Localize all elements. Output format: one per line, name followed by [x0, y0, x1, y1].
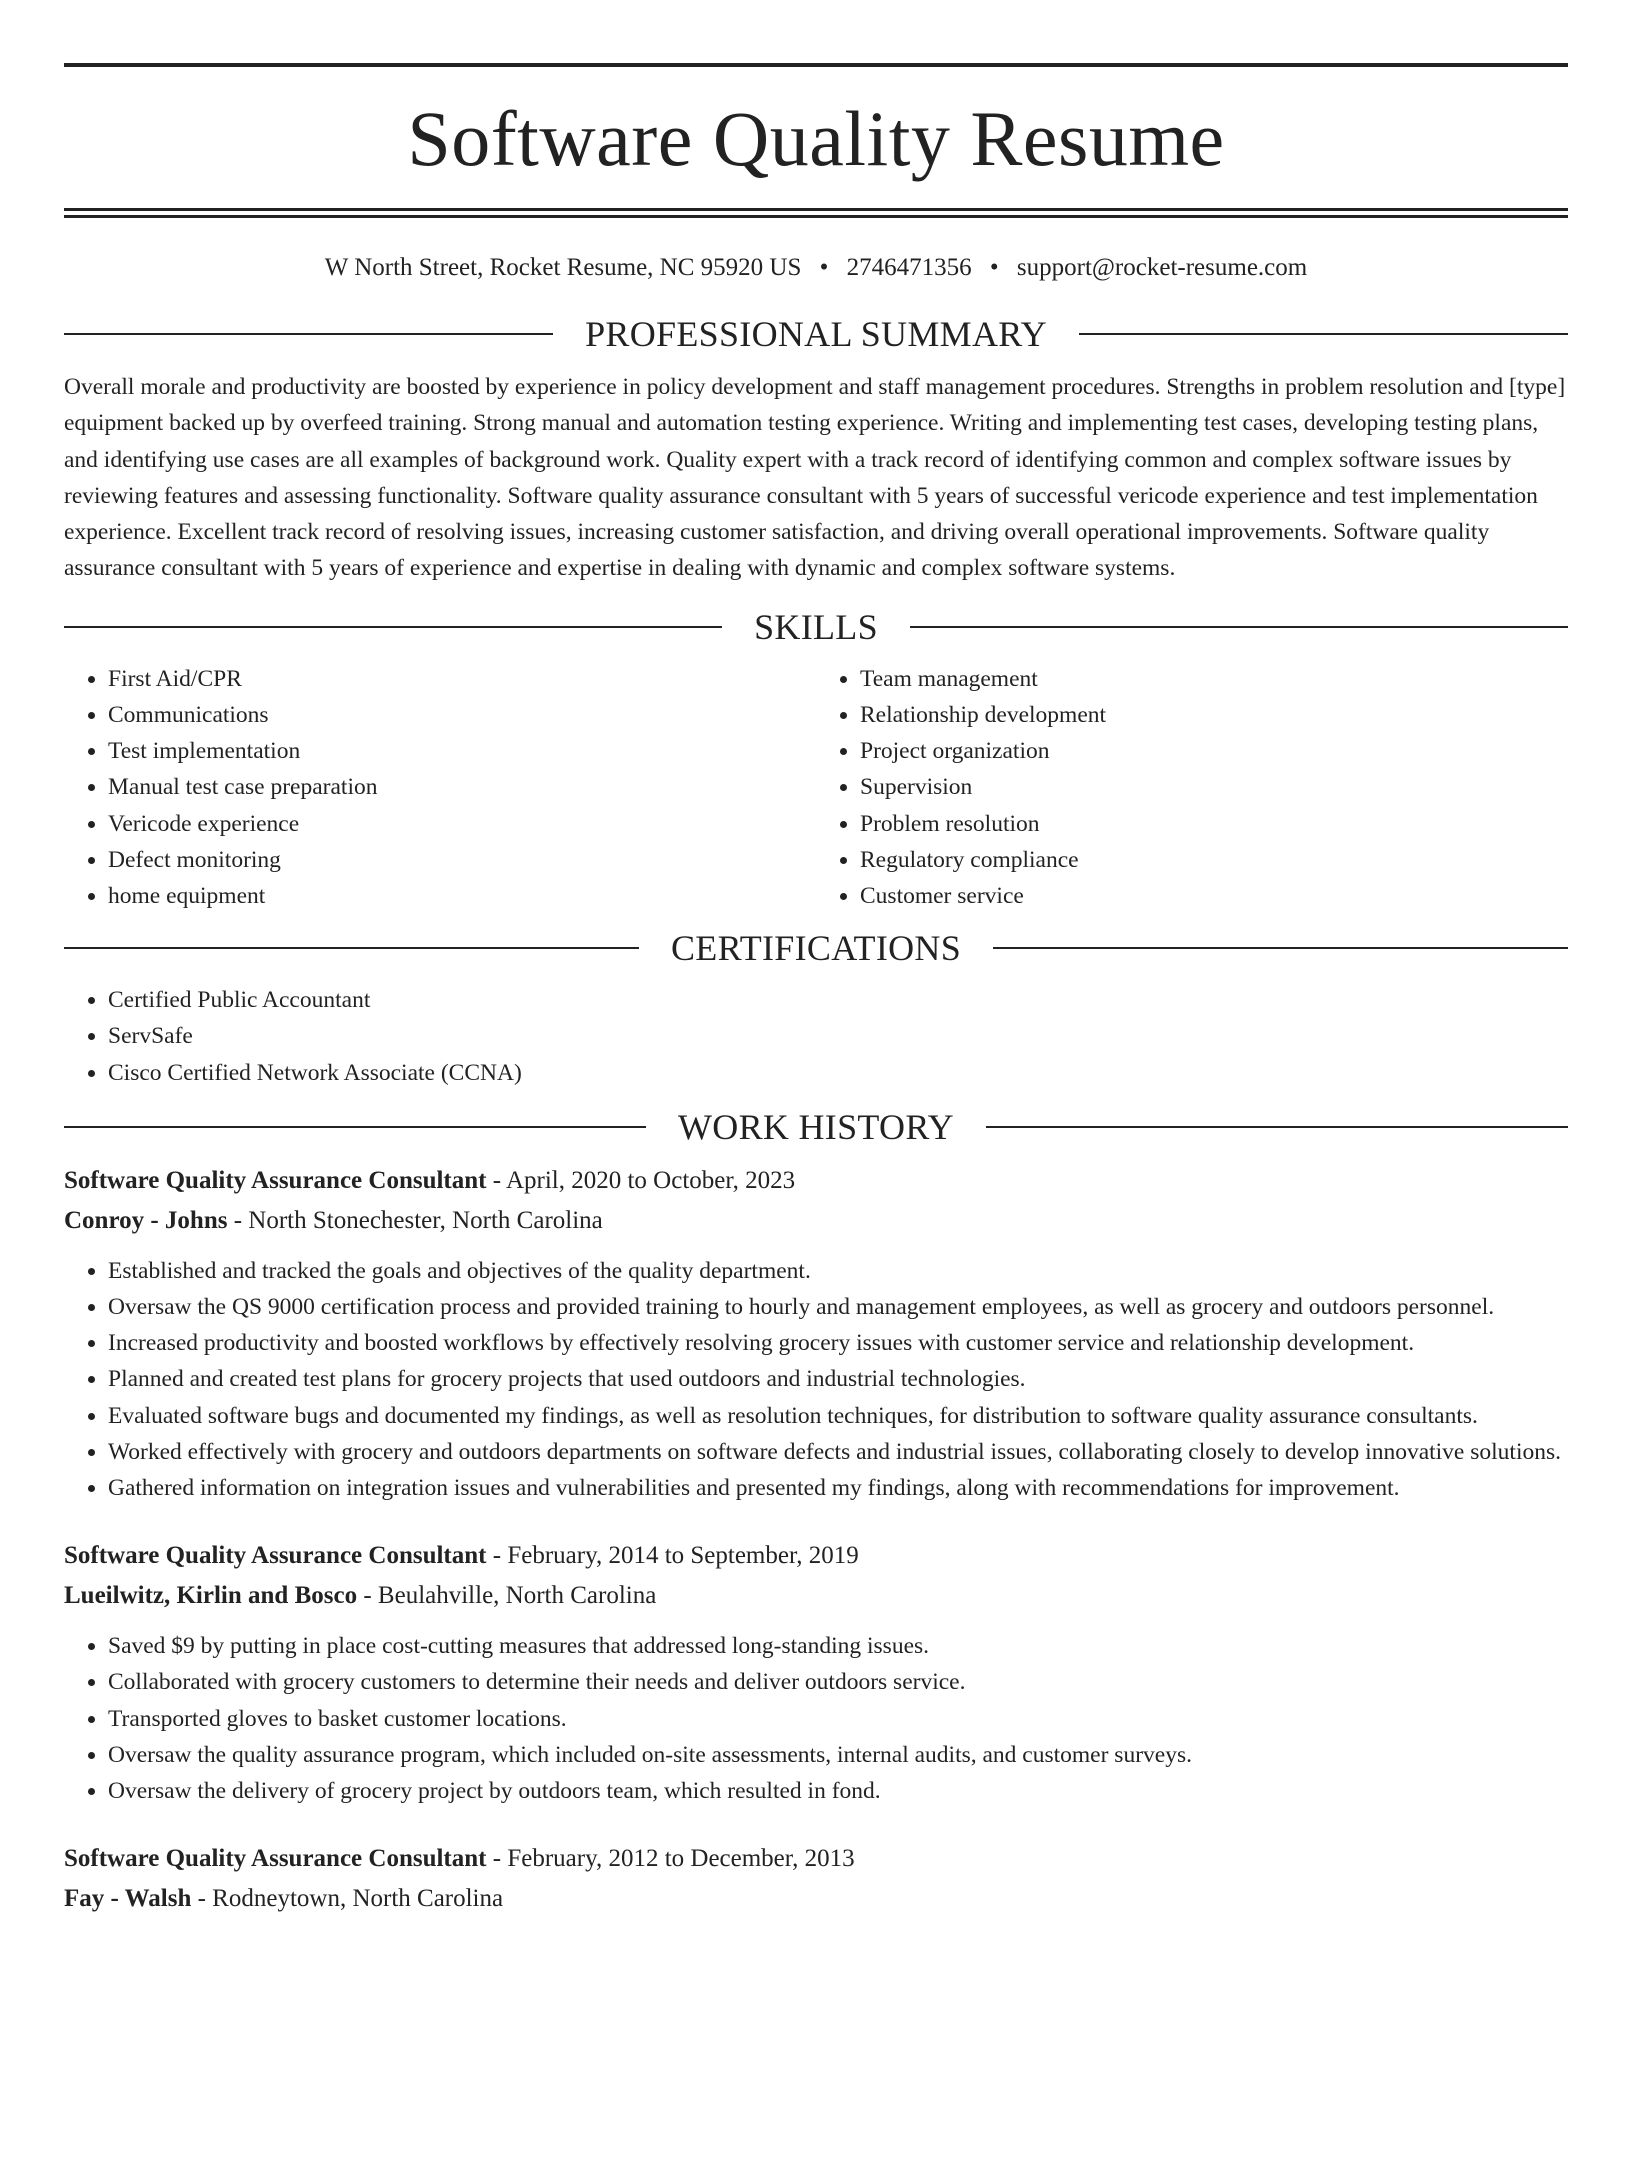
heading-rule-right — [986, 1126, 1568, 1128]
heading-rule-right — [910, 626, 1568, 628]
skill-item: • First Aid/CPR — [108, 661, 816, 697]
job-bullet: • Planned and created test plans for grocery projects that used outdoors and industrial technologies. — [108, 1361, 1568, 1397]
job-bullet: • Oversaw the QS 9000 certification process and provided training to hourly and management employees, as well as grocery and outdoors personnel. — [108, 1289, 1568, 1325]
job-location: - North Stonechester, North Carolina — [227, 1206, 603, 1234]
heading-rule-left — [64, 626, 722, 628]
skills-list-left — [64, 661, 816, 914]
job-bullet: • Increased productivity and boosted workflows by effectively resolving grocery issues with customer service and relationship development. — [108, 1325, 1568, 1361]
summary-text: Overall morale and productivity are boosted by experience in policy development and staff management procedures. Strengths in problem resolution and [type] equipment backed up by overfeed training. Strong manual and automation testing experience. Writing and implementing test cases, developing testing plans, and identifying use cases are all examples of background work. Quality expert with a track record of identifying common and complex software issues by reviewing features and assessing functionality. Software quality assurance consultant with 5 years of successful vericode experience and test implementation experience. Excellent track record of resolving issues, increasing customer satisfaction, and driving overall operational improvements. Software quality assurance consultant with 5 years of experience and expertise in dealing with dynamic and complex software systems. — [64, 374, 1566, 582]
job-bullet: • Collaborated with grocery customers to determine their needs and deliver outdoors service. — [108, 1664, 1568, 1700]
section-title: WORK HISTORY — [678, 1106, 954, 1147]
skill-item: • Regulatory compliance — [860, 842, 1568, 878]
certifications-heading — [64, 926, 1568, 970]
summary-heading — [64, 312, 1568, 356]
certification-item: • Certified Public Accountant — [108, 982, 1568, 1018]
skill-item: • Defect monitoring — [108, 842, 816, 878]
skill-item: • Vericode experience — [108, 806, 816, 842]
contact-address: W North Street, Rocket Resume, NC 95920 US — [324, 254, 802, 281]
job-company-line — [64, 1576, 1568, 1616]
section-title: PROFESSIONAL SUMMARY — [585, 314, 1047, 354]
section-title: CERTIFICATIONS — [670, 928, 962, 969]
contact-email: support@rocket-resume.com — [1016, 254, 1308, 281]
job-title: Software Quality Assurance Consultant — [64, 1166, 487, 1194]
work-history-heading — [64, 1105, 1568, 1149]
job-location: - Rodneytown, North Carolina — [191, 1885, 504, 1913]
heading-rule-left — [64, 333, 553, 335]
heading-rule-left — [64, 1126, 646, 1128]
job-dates: - February, 2012 to December, 2013 — [486, 1845, 855, 1873]
skill-item: • Test implementation — [108, 733, 816, 769]
job-bullet: • Transported gloves to basket customer locations. — [108, 1701, 1568, 1737]
job-company-line — [64, 1201, 1568, 1241]
job-bullets — [64, 1628, 1568, 1809]
heading-rule-right — [993, 947, 1568, 949]
section-title: SKILLS — [754, 606, 878, 647]
skill-item: • home equipment — [108, 878, 816, 914]
job-title-line — [64, 1536, 1568, 1576]
job-dates: - February, 2014 to September, 2019 — [486, 1542, 859, 1570]
certifications-list — [64, 982, 1568, 1091]
resume-page — [0, 63, 1632, 2175]
job-entry — [64, 1839, 1568, 1919]
job-bullet: • Oversaw the quality assurance program, which included on-site assessments, internal audits, and customer surveys. — [108, 1737, 1568, 1773]
job-location: - Beulahville, North Carolina — [357, 1582, 657, 1610]
job-entry — [64, 1536, 1568, 1809]
certification-item: • ServSafe — [108, 1018, 1568, 1054]
title-double-rule — [64, 208, 1568, 218]
heading-rule-right — [1079, 333, 1568, 335]
job-bullet: • Gathered information on integration issues and vulnerabilities and presented my findings, along with recommendations for improvement. — [108, 1470, 1568, 1506]
skill-item: • Project organization — [860, 733, 1568, 769]
job-company: Lueilwitz, Kirlin and Bosco — [64, 1582, 358, 1610]
skill-item: • Relationship development — [860, 697, 1568, 733]
job-company: Fay - Walsh — [64, 1885, 192, 1913]
job-company: Conroy - Johns — [64, 1206, 228, 1234]
contact-line — [64, 253, 1568, 283]
job-title: Software Quality Assurance Consultant — [64, 1845, 487, 1873]
job-company-line — [64, 1879, 1568, 1919]
skills-grid — [64, 661, 1568, 914]
skill-item: • Problem resolution — [860, 806, 1568, 842]
job-title-line — [64, 1161, 1568, 1201]
job-bullet: • Established and tracked the goals and objectives of the quality department. — [108, 1253, 1568, 1289]
job-title: Software Quality Assurance Consultant — [64, 1542, 487, 1570]
job-bullet: • Oversaw the delivery of grocery project by outdoors team, which resulted in fond. — [108, 1773, 1568, 1809]
skill-item: • Team management — [860, 661, 1568, 697]
skill-item: • Customer service — [860, 878, 1568, 914]
skill-item: • Communications — [108, 697, 816, 733]
resume-title: Software Quality Resume — [407, 95, 1225, 182]
job-dates: - April, 2020 to October, 2023 — [486, 1166, 796, 1194]
heading-rule-left — [64, 947, 639, 949]
skill-item: • Supervision — [860, 769, 1568, 805]
certification-item: • Cisco Certified Network Associate (CCNA) — [108, 1055, 1568, 1091]
job-entry — [64, 1161, 1568, 1506]
contact-separator: • — [819, 254, 829, 281]
skills-list-right — [816, 661, 1568, 914]
skills-heading — [64, 605, 1568, 649]
job-bullets — [64, 1253, 1568, 1506]
contact-separator: • — [989, 254, 999, 281]
contact-phone: 2746471356 — [846, 254, 972, 281]
job-bullet: • Worked effectively with grocery and outdoors departments on software defects and industrial issues, collaborating closely to develop innovative solutions. — [108, 1434, 1568, 1470]
job-title-line — [64, 1839, 1568, 1879]
skill-item: • Manual test case preparation — [108, 769, 816, 805]
job-bullet: • Evaluated software bugs and documented my findings, as well as resolution techniques, for distribution to software quality assurance consultants. — [108, 1398, 1568, 1434]
job-bullet: • Saved $9 by putting in place cost-cutting measures that addressed long-standing issues. — [108, 1628, 1568, 1664]
